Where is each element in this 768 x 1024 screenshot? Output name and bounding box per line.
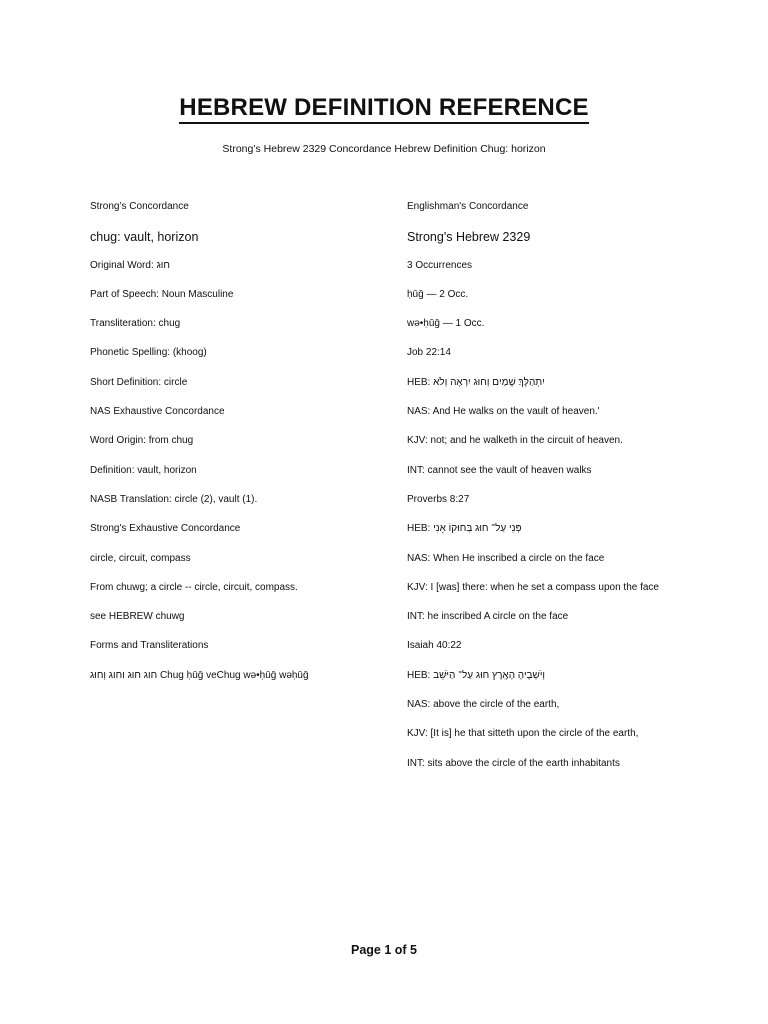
right-line-ref-isaiah: Isaiah 40:22: [407, 640, 462, 652]
left-line-strongs-exhaustive-heading: Strong's Exhaustive Concordance: [90, 523, 241, 535]
right-line-ref-job: Job 22:14: [407, 347, 451, 359]
strongs-concordance-column: [90, 200, 380, 698]
left-line-word-origin: Word Origin: from chug: [90, 435, 194, 447]
document-title: [0, 94, 768, 122]
right-line-isaiah-nas: NAS: above the circle of the earth,: [407, 699, 560, 711]
document-subtitle: Strong’s Hebrew 2329 Concordance Hebrew Definition Chug: horizon: [222, 143, 546, 155]
left-line-forms: חוג חוּג וחוג וְחוּג Chug ḥūḡ veChug wə•ḥūḡ wəḥūḡ: [90, 669, 309, 681]
englishmans-concordance-column: [407, 200, 707, 786]
right-line-proverbs-heb: HEB: פְּנֵי עַל־ חוּג בְּחוּקוֹ אָנִי: [407, 523, 522, 535]
right-line-ref-proverbs: Proverbs 8:27: [407, 493, 470, 505]
left-line-original-word: Original Word: חוּג: [90, 259, 170, 271]
right-line-proverbs-int: INT: he inscribed A circle on the face: [407, 611, 569, 623]
right-line-isaiah-kjv: KJV: [It is] he that sitteth upon the circle of the earth,: [407, 728, 639, 740]
right-line-heading: Englishman's Concordance: [407, 201, 529, 212]
left-line-heading: Strong’s Concordance: [90, 201, 189, 212]
right-line-proverbs-kjv: KJV: I [was] there: when he set a compass upon the face: [407, 581, 659, 593]
left-line-short-definition: Short Definition: circle: [90, 376, 188, 388]
left-line-summary: chug: vault, horizon: [90, 230, 199, 245]
right-line-job-int: INT: cannot see the vault of heaven walks: [407, 464, 592, 476]
right-line-job-nas: NAS: And He walks on the vault of heaven.': [407, 406, 600, 418]
left-line-part-of-speech: Part of Speech: Noun Masculine: [90, 288, 234, 300]
left-line-nasb-translation: NASB Translation: circle (2), vault (1).: [90, 493, 258, 505]
right-line-form-1: ḥūḡ — 2 Occ.: [407, 288, 469, 300]
left-line-phonetic-spelling: Phonetic Spelling: (khoog): [90, 347, 207, 359]
left-line-see-also: see HEBREW chuwg: [90, 611, 185, 623]
right-line-job-heb: HEB: יִתְהַלָּךְ׃ שָׁמַיִם וְחוּג יִרְאֶה וְלֹא: [407, 376, 545, 388]
document-title-text: HEBREW DEFINITION REFERENCE: [179, 94, 588, 124]
left-line-nas-heading: NAS Exhaustive Concordance: [90, 406, 225, 418]
left-line-transliteration: Transliteration: chug: [90, 318, 181, 330]
left-line-definition: Definition: vault, horizon: [90, 464, 197, 476]
right-line-isaiah-heb: HEB: וְיֹשְׁבֶיהָ הָאָֽרֶץ חוּג עַל־ הַיֹּשֵׁב: [407, 669, 546, 681]
right-line-occurrences: 3 Occurrences: [407, 259, 473, 271]
left-line-forms-heading: Forms and Transliterations: [90, 640, 209, 652]
page-number: Page 1 of 5: [351, 943, 417, 957]
right-line-strongs-number: Strong's Hebrew 2329: [407, 230, 531, 245]
left-line-meanings: circle, circuit, compass: [90, 552, 191, 564]
right-line-form-2: wə•ḥūḡ — 1 Occ.: [407, 318, 485, 330]
right-line-proverbs-nas: NAS: When He inscribed a circle on the face: [407, 552, 605, 564]
right-line-isaiah-int: INT: sits above the circle of the earth inhabitants: [407, 757, 620, 769]
left-line-derivation: From chuwg; a circle -- circle, circuit, compass.: [90, 581, 298, 593]
right-line-job-kjv: KJV: not; and he walketh in the circuit of heaven.: [407, 435, 623, 447]
